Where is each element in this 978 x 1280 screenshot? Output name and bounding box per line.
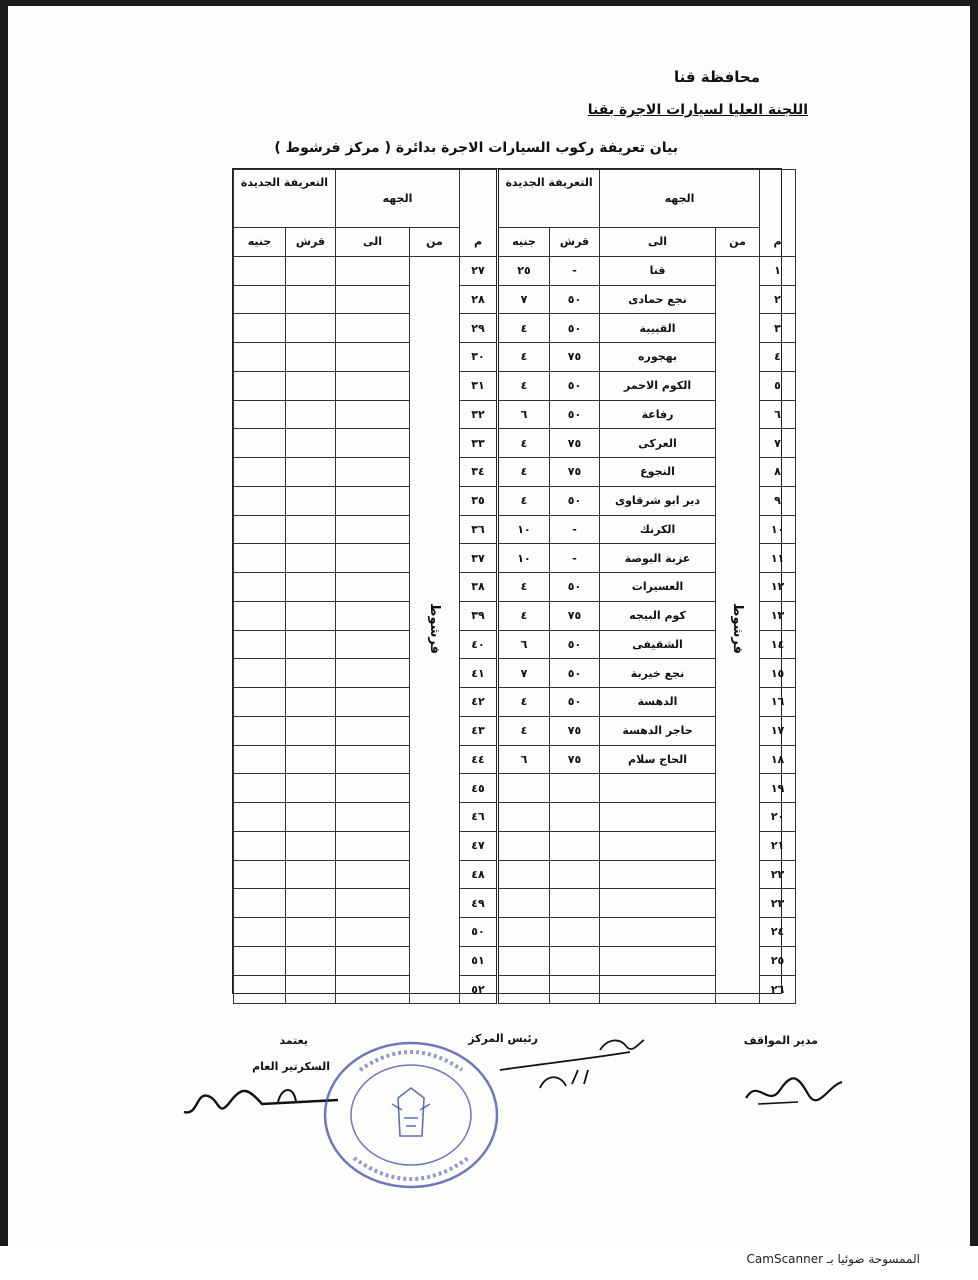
fare-pound: ٤: [498, 429, 550, 458]
from-marker-right: فرشوط: [730, 602, 746, 655]
header-piaster-left: قرش: [286, 228, 336, 257]
table-row: [234, 774, 796, 803]
row-number-left: ٤٧: [460, 831, 498, 860]
table-row: [234, 745, 796, 774]
destination-to-left: [336, 803, 410, 832]
fare-pound: ١٠: [498, 544, 550, 573]
row-number-right: ١٦: [760, 688, 796, 717]
fare-pound: ٤: [498, 573, 550, 602]
fare-pound-left: [234, 314, 286, 343]
row-number-left: ٣٥: [460, 486, 498, 515]
header-to-right: الى: [600, 228, 716, 257]
fare-piaster: [550, 774, 600, 803]
row-number-right: ١١: [760, 544, 796, 573]
destination-to: [600, 774, 716, 803]
destination-to: قنا: [600, 256, 716, 285]
header-m-right: م: [760, 170, 796, 257]
fare-piaster-left: [286, 659, 336, 688]
fare-pound-left: [234, 630, 286, 659]
row-number-left: ٣٨: [460, 573, 498, 602]
fare-pound-left: [234, 975, 286, 1004]
row-number-right: ٤: [760, 343, 796, 372]
fare-pound: ٦: [498, 630, 550, 659]
row-number-left: ٥٠: [460, 918, 498, 947]
row-number-right: ٥: [760, 371, 796, 400]
camscanner-label: الممسوحة ضوئيا بـ CamScanner: [746, 1252, 920, 1266]
fare-piaster: -: [550, 515, 600, 544]
fare-piaster-left: [286, 860, 336, 889]
table-row: [234, 716, 796, 745]
row-number-left: ٣٩: [460, 601, 498, 630]
fare-pound: ٧: [498, 659, 550, 688]
row-number-left: ٤٥: [460, 774, 498, 803]
manager-signature-scribble: [738, 1068, 848, 1114]
destination-to: [600, 860, 716, 889]
table-row: [234, 515, 796, 544]
fare-piaster: [550, 975, 600, 1004]
table-row: [234, 371, 796, 400]
fare-piaster-left: [286, 429, 336, 458]
destination-to: حاجر الدهسة: [600, 716, 716, 745]
fare-pound-left: [234, 573, 286, 602]
fare-piaster-left: [286, 803, 336, 832]
fare-piaster-left: [286, 458, 336, 487]
fare-piaster-left: [286, 601, 336, 630]
row-number-left: ٣٢: [460, 400, 498, 429]
row-number-right: ٨: [760, 458, 796, 487]
row-number-right: ٢٦: [760, 975, 796, 1004]
fare-pound: ٦: [498, 745, 550, 774]
row-number-right: ٣: [760, 314, 796, 343]
destination-to-left: [336, 256, 410, 285]
row-number-left: ٣١: [460, 371, 498, 400]
table-row: [234, 256, 796, 285]
fare-pound: ٤: [498, 458, 550, 487]
table-row: [234, 918, 796, 947]
destination-to-left: [336, 429, 410, 458]
table-row: [234, 486, 796, 515]
destination-to: القبيبة: [600, 314, 716, 343]
fare-piaster: ٥٠: [550, 486, 600, 515]
destination-to-left: [336, 860, 410, 889]
destination-to-left: [336, 975, 410, 1004]
fare-pound-left: [234, 429, 286, 458]
destination-to: الحاج سلام: [600, 745, 716, 774]
fare-pound: ٤: [498, 486, 550, 515]
destination-to-left: [336, 774, 410, 803]
fare-pound: ١٠: [498, 515, 550, 544]
destination-to-left: [336, 400, 410, 429]
fare-piaster-left: [286, 975, 336, 1004]
header-tariff-right: التعريفة الجديدة: [498, 170, 600, 228]
row-number-left: ٤٩: [460, 889, 498, 918]
destination-to-left: [336, 544, 410, 573]
from-marker-left: فرشوط: [427, 602, 443, 655]
fare-piaster: ٥٠: [550, 688, 600, 717]
fare-piaster: ٥٠: [550, 371, 600, 400]
fare-pound: [498, 774, 550, 803]
destination-to: [600, 831, 716, 860]
row-number-left: ٤٠: [460, 630, 498, 659]
destination-to: نجع خيربة: [600, 659, 716, 688]
fare-piaster: ٧٥: [550, 429, 600, 458]
header-tariff-left: التعريفة الجديدة: [234, 170, 336, 228]
table-row: [234, 573, 796, 602]
row-number-right: ١٢: [760, 573, 796, 602]
fare-piaster: [550, 946, 600, 975]
destination-to-left: [336, 745, 410, 774]
governorate-title: محافظة قنا: [673, 68, 760, 86]
fare-piaster-left: [286, 314, 336, 343]
row-number-left: ٤٨: [460, 860, 498, 889]
destination-to-left: [336, 314, 410, 343]
fare-piaster-left: [286, 918, 336, 947]
row-number-right: ١: [760, 256, 796, 285]
table-row: [234, 343, 796, 372]
fare-piaster: -: [550, 256, 600, 285]
destination-to-left: [336, 515, 410, 544]
fare-piaster-left: [286, 515, 336, 544]
row-number-right: ١٧: [760, 716, 796, 745]
fare-piaster-left: [286, 400, 336, 429]
destination-to: الكرنك: [600, 515, 716, 544]
row-number-left: ٢٧: [460, 256, 498, 285]
destination-to: دير ابو شرقاوى: [600, 486, 716, 515]
destination-to: [600, 975, 716, 1004]
table-row: [234, 889, 796, 918]
table-row: [234, 803, 796, 832]
fare-pound: ٧: [498, 285, 550, 314]
signature-center-head-label: رئيس المركز: [468, 1032, 538, 1045]
row-number-left: ٣٧: [460, 544, 498, 573]
fare-pound-left: [234, 515, 286, 544]
destination-to: [600, 889, 716, 918]
destination-to: كوم البيجه: [600, 601, 716, 630]
destination-to: الشقيفى: [600, 630, 716, 659]
table-row: [234, 946, 796, 975]
fare-piaster: [550, 860, 600, 889]
fare-pound-left: [234, 256, 286, 285]
destination-to: رفاعة: [600, 400, 716, 429]
fare-piaster-left: [286, 774, 336, 803]
destination-to-left: [336, 831, 410, 860]
row-number-right: ٢٠: [760, 803, 796, 832]
row-number-right: ١٣: [760, 601, 796, 630]
table-row: [234, 630, 796, 659]
destination-to: [600, 946, 716, 975]
fare-piaster: -: [550, 544, 600, 573]
fare-piaster: ٥٠: [550, 400, 600, 429]
destination-to: النجوع: [600, 458, 716, 487]
header-piaster-right: قرش: [550, 228, 600, 257]
from-cell-right: [716, 256, 760, 1004]
fare-piaster-left: [286, 343, 336, 372]
fare-pound-left: [234, 831, 286, 860]
fare-pound: [498, 918, 550, 947]
signature-manager-label: مدير المواقف: [743, 1034, 818, 1047]
fare-pound-left: [234, 860, 286, 889]
destination-to: بهجوره: [600, 343, 716, 372]
fare-pound-left: [234, 946, 286, 975]
row-number-right: ٧: [760, 429, 796, 458]
fare-pound-left: [234, 486, 286, 515]
header-pound-left: جنيه: [234, 228, 286, 257]
destination-to: نجع حمادى: [600, 285, 716, 314]
official-stamp: [322, 1040, 500, 1190]
fare-pound: ٤: [498, 688, 550, 717]
row-number-left: ٤٦: [460, 803, 498, 832]
fare-piaster-left: [286, 630, 336, 659]
destination-to-left: [336, 371, 410, 400]
fare-piaster: ٥٠: [550, 285, 600, 314]
fare-piaster-left: [286, 716, 336, 745]
row-number-right: ٦: [760, 400, 796, 429]
row-number-left: ٤١: [460, 659, 498, 688]
destination-to: العسيرات: [600, 573, 716, 602]
fare-piaster-left: [286, 573, 336, 602]
destination-to-left: [336, 918, 410, 947]
row-number-right: ١٠: [760, 515, 796, 544]
row-number-right: ١٥: [760, 659, 796, 688]
destination-to: [600, 918, 716, 947]
table-row: [234, 601, 796, 630]
fare-pound: ٤: [498, 371, 550, 400]
fare-piaster-left: [286, 688, 336, 717]
fare-piaster: ٧٥: [550, 601, 600, 630]
table-row: [234, 688, 796, 717]
table-row: [234, 400, 796, 429]
table-row: [234, 975, 796, 1004]
fare-pound: [498, 803, 550, 832]
fare-pound-left: [234, 688, 286, 717]
fare-piaster-left: [286, 745, 336, 774]
table-row: [234, 544, 796, 573]
fare-piaster-left: [286, 371, 336, 400]
fare-pound: ٤: [498, 601, 550, 630]
fare-piaster: ٧٥: [550, 458, 600, 487]
fare-piaster: ٥٠: [550, 314, 600, 343]
destination-to: عزبة البوصة: [600, 544, 716, 573]
destination-to-left: [336, 889, 410, 918]
table-row: [234, 458, 796, 487]
signature-approved-label: يعتمد: [279, 1034, 308, 1047]
fare-pound: ٤: [498, 716, 550, 745]
destination-to-left: [336, 573, 410, 602]
fare-piaster-left: [286, 889, 336, 918]
row-number-left: ٣٦: [460, 515, 498, 544]
fare-piaster-left: [286, 831, 336, 860]
fare-pound-left: [234, 774, 286, 803]
row-number-right: ١٤: [760, 630, 796, 659]
row-number-right: ١٩: [760, 774, 796, 803]
fare-piaster: [550, 831, 600, 860]
fare-piaster: ٥٠: [550, 659, 600, 688]
destination-to-left: [336, 343, 410, 372]
destination-to-left: [336, 601, 410, 630]
fare-piaster: ٧٥: [550, 745, 600, 774]
fare-pound-left: [234, 745, 286, 774]
table-row: [234, 860, 796, 889]
fare-piaster: [550, 803, 600, 832]
destination-to-left: [336, 458, 410, 487]
fare-pound: [498, 946, 550, 975]
row-number-right: ٢٤: [760, 918, 796, 947]
fare-pound-left: [234, 371, 286, 400]
row-number-right: ٩: [760, 486, 796, 515]
fare-piaster: ٥٠: [550, 573, 600, 602]
fare-pound-left: [234, 285, 286, 314]
center-head-signature-scribble: [480, 1030, 650, 1100]
fare-pound-left: [234, 400, 286, 429]
fare-pound-left: [234, 918, 286, 947]
row-number-left: ٣٠: [460, 343, 498, 372]
fare-piaster: ٧٥: [550, 343, 600, 372]
destination-to-left: [336, 716, 410, 745]
fare-piaster: ٥٠: [550, 630, 600, 659]
table-row: [234, 285, 796, 314]
fare-piaster: [550, 918, 600, 947]
row-number-right: ٢٣: [760, 889, 796, 918]
row-number-left: ٤٢: [460, 688, 498, 717]
destination-to-left: [336, 946, 410, 975]
destination-to-left: [336, 486, 410, 515]
header-from-left: من: [410, 228, 460, 257]
header-m-left: م: [460, 170, 498, 257]
destination-to-left: [336, 688, 410, 717]
table-row: [234, 314, 796, 343]
signature-secretary-label: السكرتير العام: [252, 1060, 330, 1073]
committee-title: اللجنة العليا لسيارات الاجرة بقنا: [587, 102, 808, 118]
fare-piaster-left: [286, 946, 336, 975]
destination-to: الدهسة: [600, 688, 716, 717]
fare-pound-left: [234, 458, 286, 487]
row-number-left: ٥١: [460, 946, 498, 975]
header-from-right: من: [716, 228, 760, 257]
header-direction-right: الجهه: [600, 170, 760, 228]
row-number-right: ٢٢: [760, 860, 796, 889]
row-number-left: ٣٤: [460, 458, 498, 487]
fare-pound: ٢٥: [498, 256, 550, 285]
fare-piaster: ٧٥: [550, 716, 600, 745]
table-row: [234, 429, 796, 458]
row-number-right: ١٨: [760, 745, 796, 774]
fare-pound: [498, 831, 550, 860]
header-to-left: الى: [336, 228, 410, 257]
fare-pound: [498, 889, 550, 918]
row-number-left: ٤٣: [460, 716, 498, 745]
row-number-left: ٣٣: [460, 429, 498, 458]
fare-pound-left: [234, 601, 286, 630]
destination-to-left: [336, 285, 410, 314]
table-row: [234, 831, 796, 860]
destination-to: العركى: [600, 429, 716, 458]
row-number-left: ٤٤: [460, 745, 498, 774]
row-number-right: ٢١: [760, 831, 796, 860]
document-title: بيان تعريفة ركوب السيارات الاجرة بدائرة ( مركز فرشوط ): [274, 140, 678, 156]
fare-pound-left: [234, 659, 286, 688]
fare-pound-left: [234, 716, 286, 745]
fare-pound: [498, 860, 550, 889]
fare-piaster-left: [286, 486, 336, 515]
fare-pound-left: [234, 803, 286, 832]
tariff-table: [232, 168, 785, 996]
row-number-left: ٢٨: [460, 285, 498, 314]
fare-pound: ٤: [498, 343, 550, 372]
fare-piaster-left: [286, 256, 336, 285]
row-number-right: ٢٥: [760, 946, 796, 975]
fare-pound-left: [234, 544, 286, 573]
destination-to-left: [336, 630, 410, 659]
header-direction-left: الجهه: [336, 170, 460, 228]
header-pound-right: جنيه: [498, 228, 550, 257]
destination-to-left: [336, 659, 410, 688]
fare-pound-left: [234, 889, 286, 918]
table-row: [234, 659, 796, 688]
fare-pound: [498, 975, 550, 1004]
fare-pound-left: [234, 343, 286, 372]
fare-pound: ٦: [498, 400, 550, 429]
fare-piaster-left: [286, 285, 336, 314]
row-number-right: ٢: [760, 285, 796, 314]
row-number-left: ٥٢: [460, 975, 498, 1004]
from-cell-left: [410, 256, 460, 1004]
destination-to: الكوم الاحمر: [600, 371, 716, 400]
destination-to: [600, 803, 716, 832]
fare-piaster-left: [286, 544, 336, 573]
fare-piaster: [550, 889, 600, 918]
fare-pound: ٤: [498, 314, 550, 343]
row-number-left: ٢٩: [460, 314, 498, 343]
